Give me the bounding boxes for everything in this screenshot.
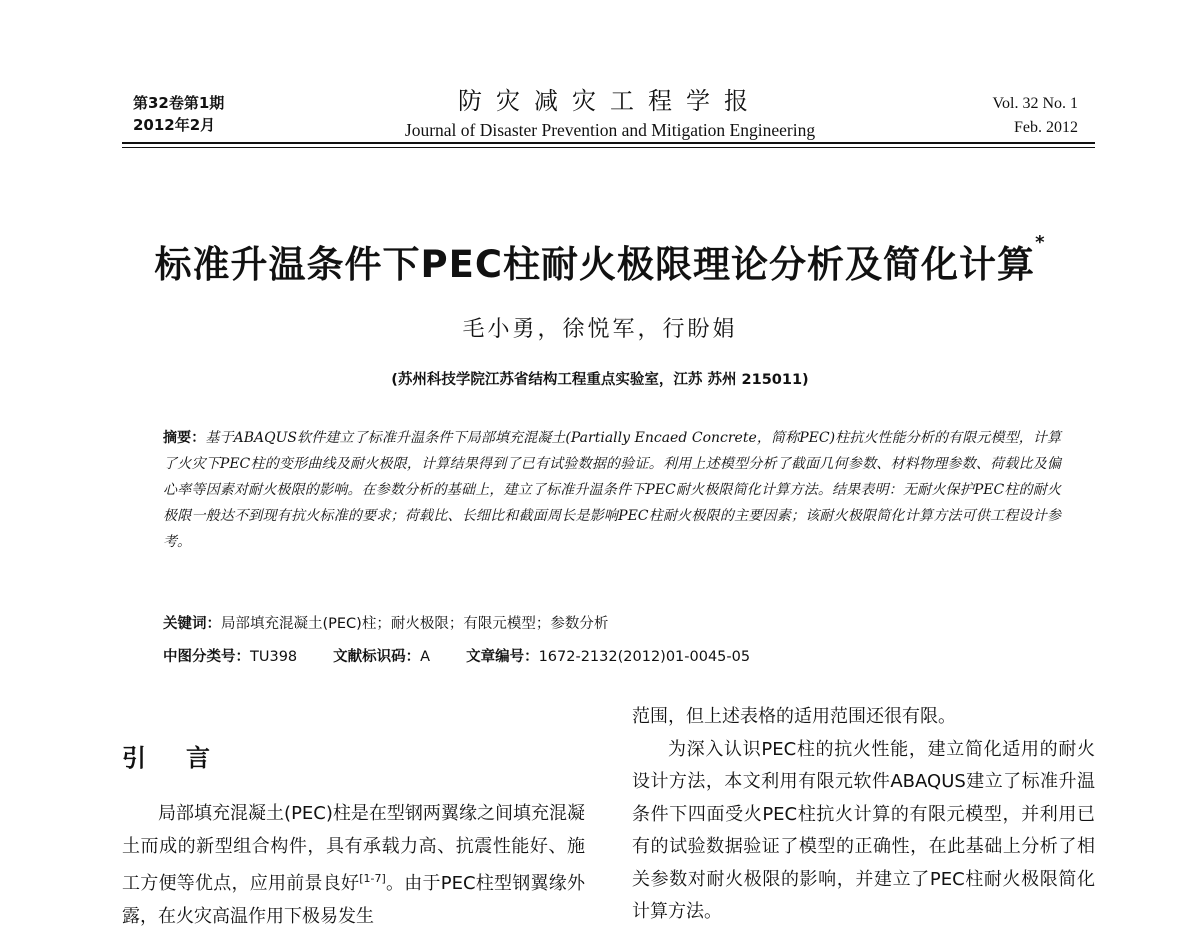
paper-title-text: 标准升温条件下PEC柱耐火极限理论分析及简化计算	[154, 243, 1036, 286]
keywords-text: 局部填充混凝土(PEC)柱；耐火极限；有限元模型；参数分析	[221, 616, 609, 632]
abstract-text: 基于ABAQUS软件建立了标准升温条件下局部填充混凝土(Partially Encaed Concrete，简称PEC)柱抗火性能分析的有限元模型，计算了火灾下PEC柱的变形曲线及耐火极限，计算结果得到了已有试验数据的验证。利用上述模型分析了截面几何参数、材料物理参数、荷载比及偏心率等因素对耐火极限的影响。在参数分析的基础上，建立了标准升温条件下PEC耐火极限简化计算方法。结果表明：无耐火保护PEC柱的耐火极限一般达不到现有抗火标准的要求；荷载比、长细比和截面周长是影响PEC柱耐火极限的主要因素；该耐火极限简化计算方法可供工程设计参考。	[163, 430, 1061, 550]
keywords	[163, 611, 608, 637]
intro-text-after-ref: 。由于PEC柱型钢翼缘外露，在火灾高温作用下极易发生	[122, 873, 585, 927]
volume-issue-en: Vol. 32 No. 1	[992, 95, 1078, 112]
intro-paragraph	[122, 798, 585, 933]
right-paragraph-2: 为深入认识PEC柱的抗火性能，建立简化适用的耐火设计方法，本文利用有限元软件ABAQUS建立了标准升温条件下四面受火PEC柱抗火计算的有限元模型，并利用已有的试验数据验证了模型的正确性，在此基础上分析了相关参数对耐火极限的影响，并建立了PEC柱耐火极限简化计算方法。	[632, 738, 1095, 922]
abstract	[163, 425, 1061, 555]
date-cn: 2012年2月	[133, 116, 216, 134]
body-column-left	[122, 798, 585, 933]
section-heading-introduction: 引言	[122, 744, 250, 772]
authors: 毛小勇，徐悦军，行盼娟	[462, 317, 738, 342]
header-left	[133, 92, 224, 136]
journal-title-cn: 防灾减灾工程学报	[458, 87, 762, 115]
header-rule-thick	[122, 142, 1095, 144]
journal-title-en: Journal of Disaster Prevention and Mitigation Engineering	[404, 120, 816, 140]
clc-label: 中图分类号：	[163, 649, 250, 665]
header-rule-thin	[122, 147, 1095, 148]
date-en: Feb. 2012	[1014, 119, 1078, 136]
abstract-label: 摘要：	[163, 430, 206, 446]
intro-text-before-ref: 局部填充混凝土(PEC)柱是在型钢两翼缘之间填充混凝土而成的新型组合构件，具有承载力高、抗震性能好、施工方便等优点，应用前景良好	[122, 803, 585, 894]
keywords-label: 关键词：	[163, 616, 221, 632]
header-right	[993, 92, 1079, 140]
clc-value: TU398	[250, 649, 298, 665]
affiliation: (苏州科技学院江苏省结构工程重点实验室，江苏 苏州 215011)	[391, 372, 809, 388]
classification-line	[163, 644, 750, 670]
right-paragraph-1: 范围，但上述表格的适用范围还很有限。	[632, 706, 956, 727]
citation-ref: [1-7]	[359, 872, 386, 885]
article-no-label: 文章编号：	[466, 649, 539, 665]
paper-title	[0, 234, 1200, 288]
doc-code-value: A	[420, 649, 431, 665]
title-footnote-mark: *	[1035, 232, 1046, 253]
article-no-value: 1672-2132(2012)01-0045-05	[538, 649, 751, 665]
body-column-right	[632, 701, 1095, 929]
doc-code-label: 文献标识码：	[333, 649, 421, 665]
journal-title	[300, 86, 920, 142]
volume-issue-cn: 第32卷第1期	[133, 94, 225, 112]
